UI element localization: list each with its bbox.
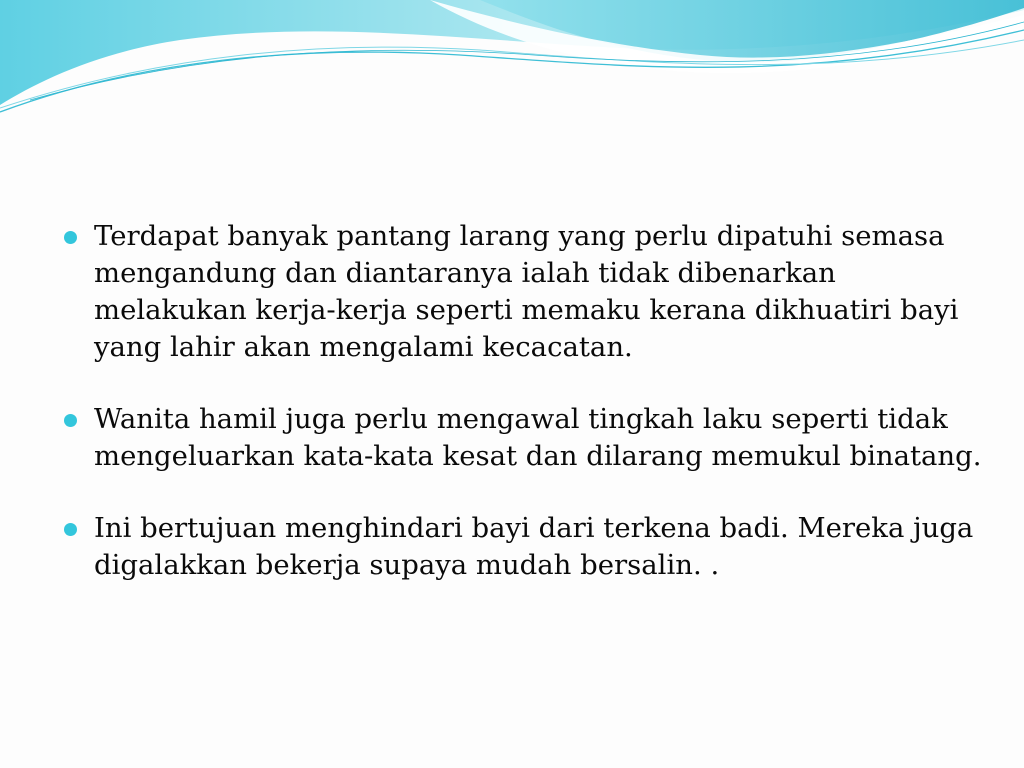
bullet-dot-icon <box>64 523 77 536</box>
bullet-dot-icon <box>64 231 77 244</box>
bullet-item <box>62 218 982 366</box>
bullet-item <box>62 510 982 584</box>
bullet-item <box>62 401 982 475</box>
bullet-text: Ini bertujuan menghindari bayi dari terkena badi. Mereka juga digalakkan bekerja supaya mudah bersalin. . <box>94 512 974 581</box>
bullet-text: Wanita hamil juga perlu mengawal tingkah laku seperti tidak mengeluarkan kata-kata kesat dan dilarang memukul binatang. <box>94 403 982 472</box>
bullet-list <box>62 218 982 619</box>
bullet-dot-icon <box>64 414 77 427</box>
bullet-text: Terdapat banyak pantang larang yang perlu dipatuhi semasa mengandung dan diantaranya ialah tidak dibenarkan melakukan kerja-kerja seperti memaku kerana dikhuatiri bayi yang lahir akan mengalami kecacatan. <box>94 220 959 363</box>
wave-header-decoration <box>0 0 1024 130</box>
